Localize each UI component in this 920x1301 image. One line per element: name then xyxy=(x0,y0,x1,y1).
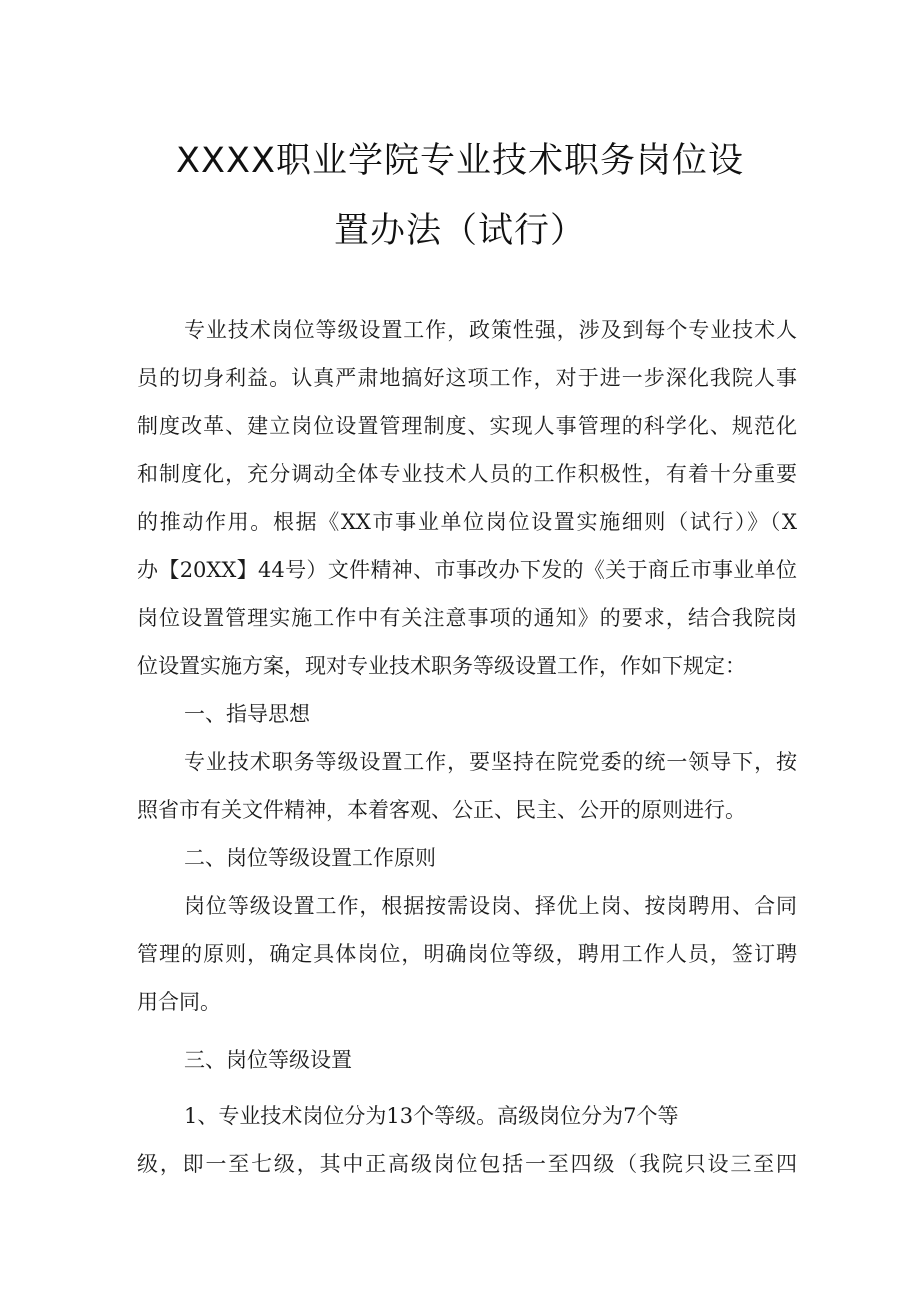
body-line-8: 位设置实施方案，现对专业技术职务等级设置工作，作如下规定： xyxy=(137,654,746,678)
section-heading-3: 三、岗位等级设置 xyxy=(184,1048,352,1072)
body-line-6: 办【20XX】44号）文件精神、市事改办下发的《关于商丘市事业单位 xyxy=(137,558,797,582)
body-line-13: 用合同。 xyxy=(137,990,221,1014)
body-line-5: 的推动作用。根据《XX市事业单位岗位设置实施细则（试行）》（X xyxy=(137,510,797,534)
section-heading-2: 二、岗位等级设置工作原则 xyxy=(184,846,436,870)
document-title-line-1: XXXX职业学院专业技术职务岗位设 xyxy=(176,141,744,181)
body-line-4: 和制度化，充分调动全体专业技术人员的工作积极性，有着十分重要 xyxy=(137,462,797,486)
body-line-14: 1、专业技术岗位分为13个等级。高级岗位分为7个等 xyxy=(184,1104,679,1128)
body-line-7: 岗位设置管理实施工作中有关注意事项的通知》的要求，结合我院岗 xyxy=(137,606,797,630)
body-line-2: 员的切身利益。认真严肃地搞好这项工作，对于进一步深化我院人事 xyxy=(137,366,797,390)
body-line-11: 岗位等级设置工作，根据按需设岗、择优上岗、按岗聘用、合同 xyxy=(184,894,797,918)
document-title-line-2: 置办法（试行） xyxy=(333,211,586,251)
body-line-10: 照省市有关文件精神，本着客观、公正、民主、公开的原则进行。 xyxy=(137,798,746,822)
body-line-15: 级，即一至七级，其中正高级岗位包括一至四级（我院只设三至四 xyxy=(137,1152,797,1176)
body-line-12: 管理的原则，确定具体岗位，明确岗位等级，聘用工作人员，签订聘 xyxy=(137,942,797,966)
section-heading-1: 一、指导思想 xyxy=(184,702,310,726)
body-line-3: 制度改革、建立岗位设置管理制度、实现人事管理的科学化、规范化 xyxy=(137,414,797,438)
body-line-1: 专业技术岗位等级设置工作，政策性强，涉及到每个专业技术人 xyxy=(184,318,797,342)
body-line-9: 专业技术职务等级设置工作，要坚持在院党委的统一领导下，按 xyxy=(184,750,797,774)
